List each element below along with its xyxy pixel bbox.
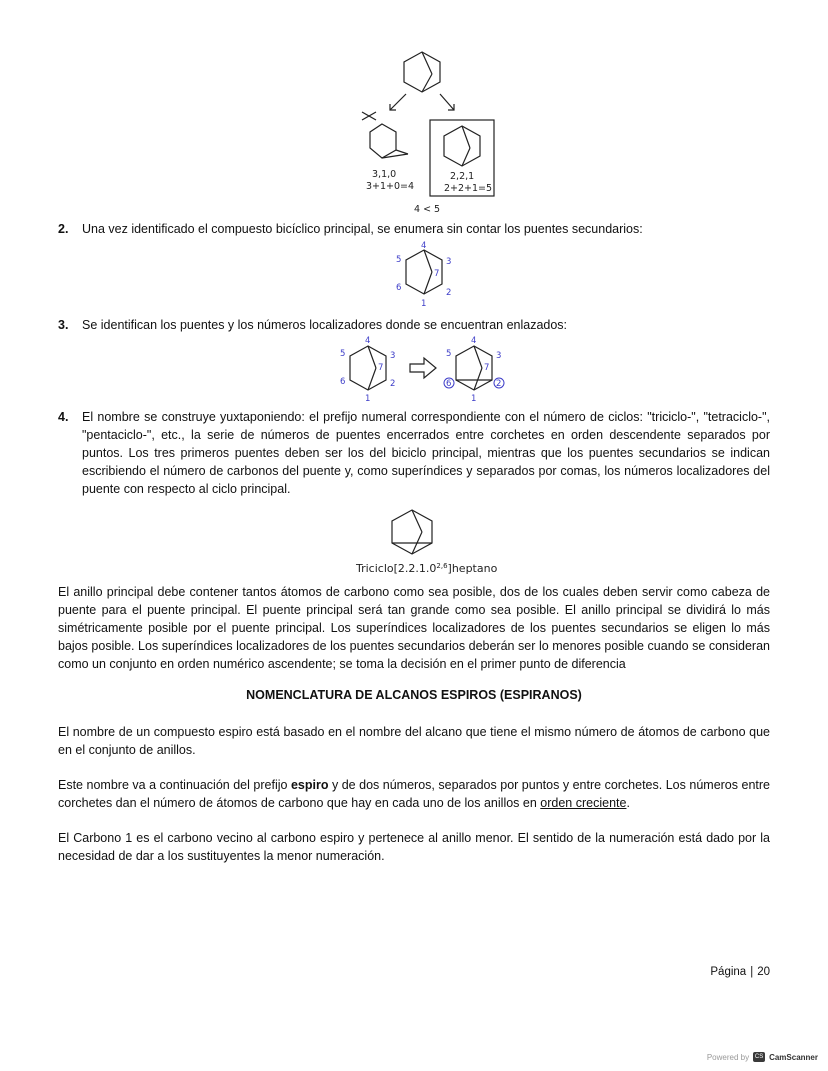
locant-5: 5 <box>396 255 402 265</box>
right-locant-3: 3 <box>496 351 502 361</box>
comparison-label: 4 < 5 <box>414 204 441 215</box>
label-right-1: 2,2,1 <box>450 171 475 182</box>
locant-3: 3 <box>446 257 452 267</box>
locant-6: 6 <box>396 283 402 293</box>
list-item-3 <box>58 316 770 334</box>
bold-term: espiro <box>290 778 329 792</box>
paragraph-spiro-carbon: El Carbono 1 es el carbono vecino al carbono espiro y pertenece al anillo menor. El sentido de la numeración está dado por la necesidad de dar a los sustituyentes la menor numeración. <box>58 831 770 863</box>
right-locant-5: 5 <box>446 349 452 359</box>
label-left-2: 3+1+0=4 <box>366 181 415 192</box>
right-locant-6-circled: 6 <box>446 379 452 389</box>
locant-2: 2 <box>446 288 452 298</box>
paragraph-main-ring: El anillo principal debe contener tantos átomos de carbono como sea posible, dos de los cuales deben servir como cabeza de puente para el puente principal. El puente principal será tan grande como sea posible. El anillo principal se dividirá lo más simétricamente posible por el puente principal. Los superíndices localizadores de los puentes secundarios se eligen lo más bajos posible. Los superíndices localizadores de los puentes secundarios deberán ser lo menores posible cuando se consideran como un conjunto en orden numérico ascendente; se toma la decisión en el primer punto de diferencia <box>58 585 770 671</box>
page-number: 20 <box>757 966 770 978</box>
locant-7: 7 <box>434 269 440 279</box>
section-heading: NOMENCLATURA DE ALCANOS ESPIROS (ESPIRANOS) <box>246 688 582 702</box>
left-locant-1: 1 <box>365 394 371 404</box>
item-number: 4. <box>58 410 69 424</box>
figure-tricycloheptane <box>350 504 500 578</box>
item-text: El nombre se construye yuxtaponiendo: el prefijo numeral correspondiente con el número de ciclos: "triciclo-", "tetraciclo-", "pentaciclo-", etc., la serie de números de puentes encerrados entre corchetes en orden descendente separados por puntos. Los tres primeros puentes deben ser los del biciclo principal, mientras que los puentes secundarios se indican escribiendo el número de carbonos del puente y, como superíndices y separados por comas, los números localizadores del puente con respecto al ciclo principal. <box>82 410 770 496</box>
item-text: Se identifican los puentes y los números localizadores donde se encuentran enlazados: <box>82 318 568 332</box>
locant-1: 1 <box>421 299 427 309</box>
left-locant-5: 5 <box>340 349 346 359</box>
right-locant-4: 4 <box>471 336 477 346</box>
paragraph-spiro-name: El nombre de un compuesto espiro está basado en el nombre del alcano que tiene el mismo número de átomos de carbono que en el conjunto de anillos. <box>58 725 770 757</box>
camscanner-logo-icon: CS <box>754 1054 764 1060</box>
page-separator: | <box>750 966 754 978</box>
left-locant-7: 7 <box>378 363 384 373</box>
powered-by-label: Powered by <box>706 1052 750 1062</box>
item-number: 3. <box>58 318 69 332</box>
label-right-2: 2+2+1=5 <box>444 183 493 194</box>
list-item-4 <box>58 408 770 498</box>
left-locant-2: 2 <box>390 379 396 389</box>
left-locant-4: 4 <box>365 336 371 346</box>
paragraph-spiro-prefix: Este nombre va a continuación del prefijo espiro y de dos números, separados por puntos y entre corchetes. Los números entre corchetes dan el número de átomos de carbono que hay en cada uno de los anillos en orden creciente. <box>58 778 771 810</box>
page-label: Página <box>710 966 747 978</box>
page-footer <box>710 966 770 978</box>
left-locant-6: 6 <box>340 377 346 387</box>
right-locant-7: 7 <box>484 363 490 373</box>
list-item-2 <box>58 220 770 238</box>
figure-numbered-bicycle <box>384 240 464 312</box>
label-left-1: 3,1,0 <box>372 169 397 180</box>
right-locant-2-circled: 2 <box>496 379 502 389</box>
underlined-term: orden creciente <box>540 796 627 810</box>
figure-bicyclic-selection <box>340 44 510 216</box>
item-number: 2. <box>58 222 69 236</box>
right-locant-1: 1 <box>471 394 477 404</box>
item-text: Una vez identificado el compuesto bicíclico principal, se enumera sin contar los puentes secundarios: <box>82 222 643 236</box>
locant-4: 4 <box>421 241 427 251</box>
camscanner-brand: CamScanner <box>769 1052 818 1062</box>
figure-bridge-identification <box>336 334 516 406</box>
camscanner-watermark <box>707 1052 818 1062</box>
structure-caption: Triciclo[2.2.1.0$^{2,6}$]heptano <box>356 562 498 575</box>
left-locant-3: 3 <box>390 351 396 361</box>
